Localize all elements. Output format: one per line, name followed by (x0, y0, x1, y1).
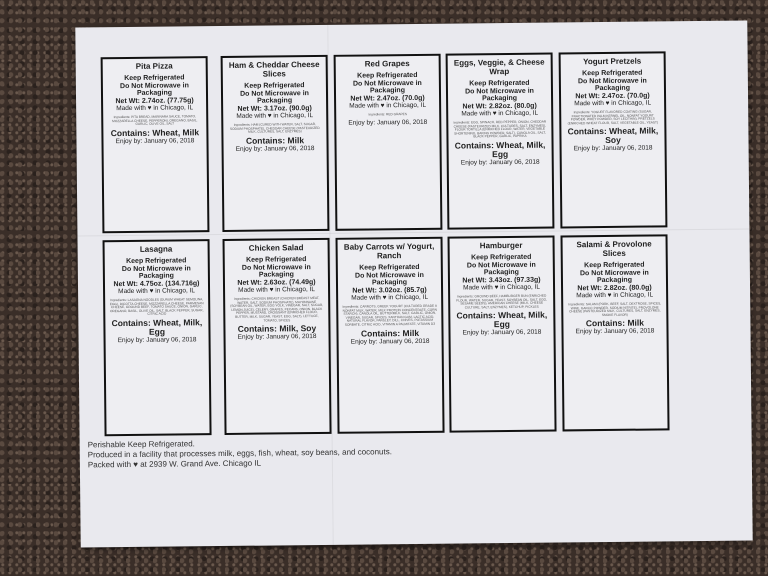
label-title: Salami & Provolone Slices (576, 239, 652, 259)
ingredients-text: Ingredients: CARROTS, GREEK YOGURT (CULTURED GRADE A NONFAT MILK, WATER, MILK PROTEIN CONCENTRATE, CORN STARCH), CANOLA OIL, BUTTERMILK, SALT, GARLIC, ONION, VINEGAR, SUGAR, SPICES, XANTHAN GUM, LACTIC ACID, NATURAL FLAVOR, PARSLEY, DILL, CHIVES, POTASSIUM SORBATE, CITRIC ACID, VITAMIN A PALMITATE, VITAMIN D3 (342, 303, 438, 327)
enjoy-by-date: Enjoy by: January 06, 2018 (115, 137, 195, 145)
ingredients-text: Ingredients: CHICKEN BREAST (CHICKEN BREAST MEAT, WATER, SALT, SODIUM PHOSPHATE), MAYONNAISE (SOYBEAN OIL, WATER, EGG YOLK, VINEGAR, SALT, SUGAR, LEMON JUICE), CELERY, GRAPES, PECANS, ONION, BLACK PEPPER, MUSTARD, CROISSANT (ENRICHED FLOUR, BUTTER, MILK, SUGAR, YEAST, EGG, SALT), LETTUCE, TOMATO, SPICES (230, 295, 324, 323)
enjoy-by-date: Enjoy by: January 06, 2018 (348, 118, 428, 127)
net-weight-text: Net Wt: 2.82oz. (80.0g) (577, 284, 652, 292)
no-microwave-text: Do Not Microwave in Packaging (241, 263, 311, 279)
ingredients-text: Ingredients: EGG, SPINACH, RED PEPPER, ONION, CHEDDAR CHEESE (PASTEURIZED MILK, CULTURES, SALT, ENZYMES), FLOUR TORTILLA (ENRICHED FLOUR, WATER, VEGETABLE SHORTENING, BAKING POWDER, SALT), CANOLA OIL, SALT, BLACK PEPPER, GARLIC, PAPRIKA (453, 119, 547, 139)
food-label (446, 53, 555, 230)
allergen-contains-text: Contains: Wheat, Milk, Egg (454, 139, 546, 160)
no-microwave-text: Do Not Microwave in Packaging (465, 87, 534, 103)
no-microwave-text: Do Not Microwave in Packaging (119, 81, 189, 97)
net-weight-text: Net Wt: 2.63oz. (74.49g) (237, 278, 316, 287)
allergen-contains-text: Contains: Milk, Soy (237, 323, 317, 335)
net-weight-text: Net Wt: 3.02oz. (85.7g) (352, 286, 427, 295)
made-in-text: Made with ♥ in Chicago, IL (351, 293, 429, 302)
allergen-contains-text: Contains: Wheat, Milk, Egg (111, 317, 203, 337)
label-title: Red Grapes (364, 59, 410, 69)
net-weight-text: Net Wt: 2.74oz. (77.75g) (115, 96, 194, 105)
footer-facility: Produced in a facility that processes milk, eggs, fish, wheat, soy beans, and coconuts. (87, 447, 392, 460)
ingredients-text: Ingredients: SALAMI (PORK, BEEF, SALT, DEXTROSE, SPICES, WINE, GARLIC POWDER, SODIUM NITRITE), PROVOLONE CHEESE (PASTEURIZED MILK, CULTURES, SALT, ENZYMES, SMOKE FLAVOR) (568, 301, 662, 317)
net-weight-text: Net Wt: 3.17oz. (90.0g) (237, 104, 312, 113)
keep-refrigerated-text: Keep Refrigerated (126, 257, 187, 266)
label-title: Yogurt Pretzels (583, 56, 642, 67)
sheet-footer (88, 434, 688, 470)
keep-refrigerated-text: Keep Refrigerated (584, 261, 645, 270)
label-title: Chicken Salad (248, 243, 304, 253)
made-in-text: Made with ♥ in Chicago, IL (349, 101, 427, 110)
allergen-contains-text: Contains: Milk (585, 317, 645, 329)
label-title: Hamburger (479, 240, 523, 251)
food-label (223, 238, 332, 435)
ingredients-text: Ingredients: GROUND BEEF, HAMBURGER BUN (ENRICHED FLOUR, WATER, SUGAR, YEAST, SOYBEAN OIL, SALT, EGG, SESAME SEEDS), AMERICAN CHEESE (MILK, CHEESE CULTURE, SALT, ENZYMES), KETCHUP, PICKLES (456, 293, 548, 310)
keep-refrigerated-text: Keep Refrigerated (246, 256, 307, 264)
made-in-text: Made with ♥ in Chicago, IL (574, 99, 652, 108)
no-microwave-text: Do Not Microwave in Packaging (466, 261, 536, 277)
food-label (448, 236, 557, 433)
food-label (101, 56, 210, 233)
made-in-text: Made with ♥ in Chicago, IL (238, 286, 316, 294)
enjoy-by-date: Enjoy by: January 06, 2018 (235, 144, 315, 153)
allergen-contains-text: Contains: Wheat, Milk, Soy (567, 125, 659, 146)
label-title: Lasagna (139, 244, 173, 254)
made-in-text: Made with ♥ in Chicago, IL (576, 291, 654, 300)
made-in-text: Made with ♥ in Chicago, IL (236, 112, 314, 120)
food-label (221, 55, 330, 232)
footer-perishable: Perishable Keep Refrigerated. (87, 439, 195, 450)
allergen-contains-text: Contains: Wheat, Milk, Egg (456, 309, 548, 330)
no-microwave-text: Do Not Microwave in Packaging (579, 269, 649, 285)
made-in-text: Made with ♥ in Chicago, IL (461, 109, 539, 118)
label-title: Eggs, Veggie, & Cheese Wrap (453, 57, 545, 77)
allergen-contains-text: Contains: Milk (360, 327, 420, 339)
made-in-text: Made with ♥ in Chicago, IL (118, 287, 196, 296)
ingredients-text: Ingredients: YOGURT FLAVORED COATING (SUGAR, FRACTIONATED PALM KERNEL OIL, NONFAT YOGURT POWDER, WHEY POWDER, SOY LECITHIN), PRETZELS (ENRICHED WHEAT FLOUR, SALT, VEGETABLE OIL, YEAST) (567, 109, 659, 126)
keep-refrigerated-text: Keep Refrigerated (359, 263, 420, 272)
keep-refrigerated-text: Keep Refrigerated (357, 71, 418, 80)
label-title: Pita Pizza (135, 61, 173, 71)
food-label (560, 234, 669, 431)
enjoy-by-date: Enjoy by: January 06, 2018 (237, 333, 317, 342)
keep-refrigerated-text: Keep Refrigerated (124, 74, 185, 83)
net-weight-text: Net Wt: 4.75oz. (134.716g) (113, 279, 200, 288)
food-label (336, 237, 445, 434)
food-label (103, 239, 212, 436)
net-weight-text: Net Wt: 3.43oz. (97.33g) (462, 276, 541, 284)
footer-packed: Packed with ♥ at 2939 W. Grand Ave. Chicago IL (87, 458, 262, 470)
no-microwave-text: Do Not Microwave in Packaging (121, 264, 191, 280)
allergen-contains-text: Contains: Wheat, Milk (110, 127, 200, 138)
no-microwave-text: Do Not Microwave in Packaging (240, 89, 309, 105)
net-weight-text: Net Wt: 2.47oz. (70.0g) (350, 94, 425, 103)
ingredients-text: Ingredients: HAM (CURED WITH WATER, SALT, SUGAR, SODIUM PHOSPHATE), CHEDDAR CHEESE (PASTEURIZED MILK, CULTURES, SALT, ENZYMES) (229, 122, 320, 134)
made-in-text: Made with ♥ in Chicago, IL (116, 104, 194, 113)
keep-refrigerated-text: Keep Refrigerated (582, 69, 643, 78)
keep-refrigerated-text: Keep Refrigerated (469, 79, 530, 88)
no-microwave-text: Do Not Microwave in Packaging (352, 79, 422, 95)
enjoy-by-date: Enjoy by: January 06, 2018 (460, 158, 540, 167)
keep-refrigerated-text: Keep Refrigerated (244, 82, 305, 90)
enjoy-by-date: Enjoy by: January 06, 2018 (350, 337, 430, 346)
food-label (559, 51, 668, 228)
label-sheet (75, 20, 752, 547)
net-weight-text: Net Wt: 2.47oz. (70.0g) (575, 92, 650, 100)
enjoy-by-date: Enjoy by: January 06, 2018 (573, 144, 653, 153)
net-weight-text: Net Wt: 2.82oz. (80.0g) (462, 102, 537, 110)
ingredients-text: Ingredients: PITA BREAD, MARINARA SAUCE, TOMATO, MOZZARELLA CHEESE, PEPPERONI, OREGANO, BASIL, GARLIC, OLIVE OIL, SALT (112, 114, 198, 127)
no-microwave-text: Do Not Microwave in Packaging (354, 271, 424, 287)
ingredients-text: Ingredients: LASAGNA NOODLES (DURUM WHEAT SEMOLINA, EGG), RICOTTA CHEESE, MOZZARELLA CHEESE, PARMESAN CHEESE, GROUND BEEF, TOMATO SAUCE, ONION, GARLIC, OREGANO, BASIL, OLIVE OIL, SALT, BLACK PEPPER, SUGAR, CITRIC ACID (109, 297, 204, 317)
no-microwave-text: Do Not Microwave in Packaging (577, 77, 647, 93)
label-title: Baby Carrots w/ Yogurt, Ranch (343, 241, 435, 261)
made-in-text: Made with ♥ in Chicago, IL (463, 283, 540, 292)
enjoy-by-date: Enjoy by: January 06, 2018 (117, 336, 197, 345)
keep-refrigerated-text: Keep Refrigerated (471, 253, 532, 262)
enjoy-by-date: Enjoy by: January 06, 2018 (462, 329, 542, 337)
label-title: Ham & Cheddar Cheese Slices (228, 59, 320, 79)
enjoy-by-date: Enjoy by: January 06, 2018 (575, 327, 655, 336)
ingredients-text: Ingredients: RED GRAPES (368, 112, 407, 117)
allergen-contains-text: Contains: Milk (245, 134, 305, 146)
food-label (334, 54, 443, 231)
